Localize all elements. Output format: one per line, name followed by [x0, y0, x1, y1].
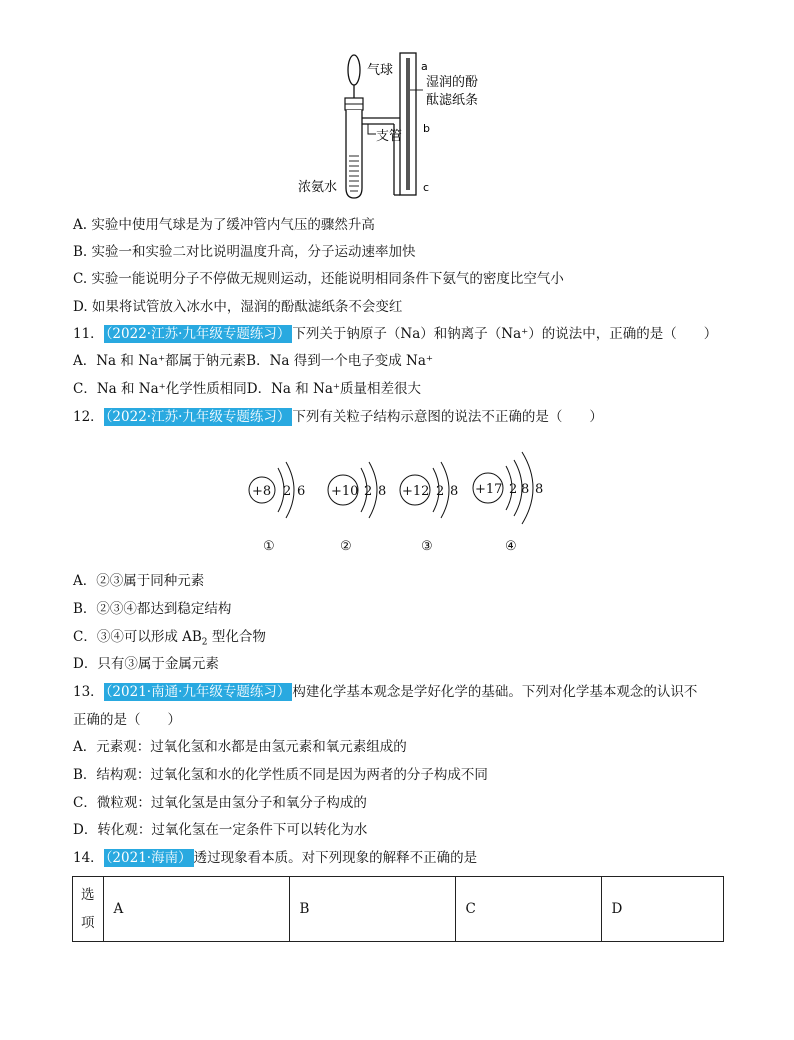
table-cell-d: D	[601, 877, 724, 942]
particle-4-shell-1: 2	[509, 482, 518, 497]
q12-option-b: B．②③④都达到稳定结构	[73, 601, 232, 617]
q10-option-c: C. 实验一能说明分子不停做无规则运动，还能说明相同条件下氨气的密度比空气小	[73, 271, 564, 287]
particle-1-shell-2: 6	[297, 484, 306, 499]
q13-stem-line2: 正确的是（ ）	[73, 712, 181, 728]
particle-4-label: ④	[505, 539, 517, 554]
particle-1-nucleus: +8	[252, 484, 272, 499]
table-header-line1: 选	[81, 887, 95, 903]
q14-options-table	[72, 876, 724, 942]
q13-option-b: B．结构观：过氧化氢和水的化学性质不同是因为两者的分子构成不同	[73, 767, 488, 783]
ammonia-label: 浓氨水	[298, 180, 338, 195]
q11-source-tag: （2022·江苏·九年级专题练习）	[105, 326, 291, 342]
q13-text: 构建化学基本观念是学好化学的基础。下列对化学基本观念的认识不	[292, 684, 698, 700]
point-c-label: c	[423, 181, 430, 194]
particle-2-shell-1: 2	[364, 484, 373, 499]
particle-2	[328, 462, 386, 554]
paper-label-line2: 酞滤纸条	[426, 93, 479, 108]
q12-option-c-text: C．③④可以形成 AB	[73, 629, 202, 645]
particle-3	[400, 462, 458, 554]
q14-text: 透过现象看本质。对下列现象的解释不正确的是	[193, 850, 478, 866]
q11-options-line2: C．Na 和 Na⁺化学性质相同D．Na 和 Na⁺质量相差很大	[73, 381, 422, 397]
q13-source-tag: （2021·南通·九年级专题练习）	[105, 684, 291, 700]
test-tube	[346, 110, 362, 198]
point-a-label: a	[421, 60, 428, 73]
q13-number: 13．	[73, 684, 104, 700]
q12-text: 下列有关粒子结构示意图的说法不正确的是（ ）	[292, 409, 603, 425]
particle-2-shell-2: 8	[378, 484, 387, 499]
q12-number: 12．	[73, 409, 104, 425]
table-row	[73, 877, 724, 942]
q14-number: 14．	[73, 850, 104, 866]
particle-4-nucleus: +17	[475, 482, 503, 497]
q10-option-b: B. 实验一和实验二对比说明温度升高，分子运动速率加快	[73, 244, 416, 260]
particle-1	[249, 462, 305, 554]
point-b-label: b	[423, 122, 430, 135]
q12-option-c	[73, 628, 266, 652]
particle-3-shell-1: 2	[436, 484, 445, 499]
table-header-cell	[73, 877, 104, 942]
table-cell-b: B	[289, 877, 455, 942]
particle-1-shell-1: 2	[283, 484, 292, 499]
q14-stem	[73, 849, 477, 867]
q12-option-c-subscript: 2	[201, 637, 208, 648]
particle-3-nucleus: +12	[402, 484, 430, 499]
q12-option-a: A．②③属于同种元素	[73, 573, 205, 589]
q10-option-a: A. 实验中使用气球是为了缓冲管内气压的骤然升高	[73, 217, 375, 233]
paper-label-line1: 湿润的酚	[426, 75, 479, 90]
q12-source-tag: （2022·江苏·九年级专题练习）	[105, 409, 291, 425]
q13-option-c: C．微粒观：过氧化氢是由氢分子和氧分子构成的	[73, 795, 367, 811]
q12-option-c-tail: 型化合物	[207, 629, 266, 645]
q11-options-line1: A．Na 和 Na⁺都属于钠元素B．Na 得到一个电子变成 Na⁺	[73, 353, 434, 369]
particle-2-label: ②	[340, 539, 352, 554]
branch-tube	[362, 118, 400, 124]
particle-3-shell-2: 8	[450, 484, 459, 499]
q13-option-d: D．转化观：过氧化氢在一定条件下可以转化为水	[73, 822, 368, 838]
table-header-line2: 项	[81, 915, 95, 931]
q11-number: 11．	[73, 326, 104, 342]
q13-option-a: A．元素观：过氧化氢和水都是由氢元素和氧元素组成的	[73, 739, 407, 755]
particle-3-label: ③	[421, 539, 433, 554]
q14-source-tag: （2021·海南）	[105, 850, 192, 866]
particle-4	[473, 452, 543, 554]
phenolphthalein-strip	[406, 58, 410, 190]
q13-stem	[73, 683, 697, 701]
q10-option-d: D. 如果将试管放入冰水中，湿润的酚酞滤纸条不会变红	[73, 299, 403, 315]
q11-text: 下列关于钠原子（Na）和钠离子（Na⁺）的说法中，正确的是（ ）	[292, 326, 718, 342]
particle-2-nucleus: +10	[331, 484, 359, 499]
particle-4-shell-3: 8	[535, 482, 544, 497]
ammonia-diffusion-apparatus	[290, 48, 510, 203]
q12-option-d: D．只有③属于金属元素	[73, 656, 219, 672]
q11-stem	[73, 325, 717, 343]
table-cell-c: C	[455, 877, 601, 942]
particle-structure-diagrams	[230, 440, 570, 560]
balloon	[348, 55, 360, 85]
particle-4-shell-2: 8	[521, 482, 530, 497]
table-cell-a: A	[103, 877, 289, 942]
balloon-label: 气球	[367, 63, 394, 78]
branch-label: 支管	[376, 129, 403, 144]
q12-stem	[73, 408, 603, 426]
particle-1-label: ①	[263, 539, 275, 554]
